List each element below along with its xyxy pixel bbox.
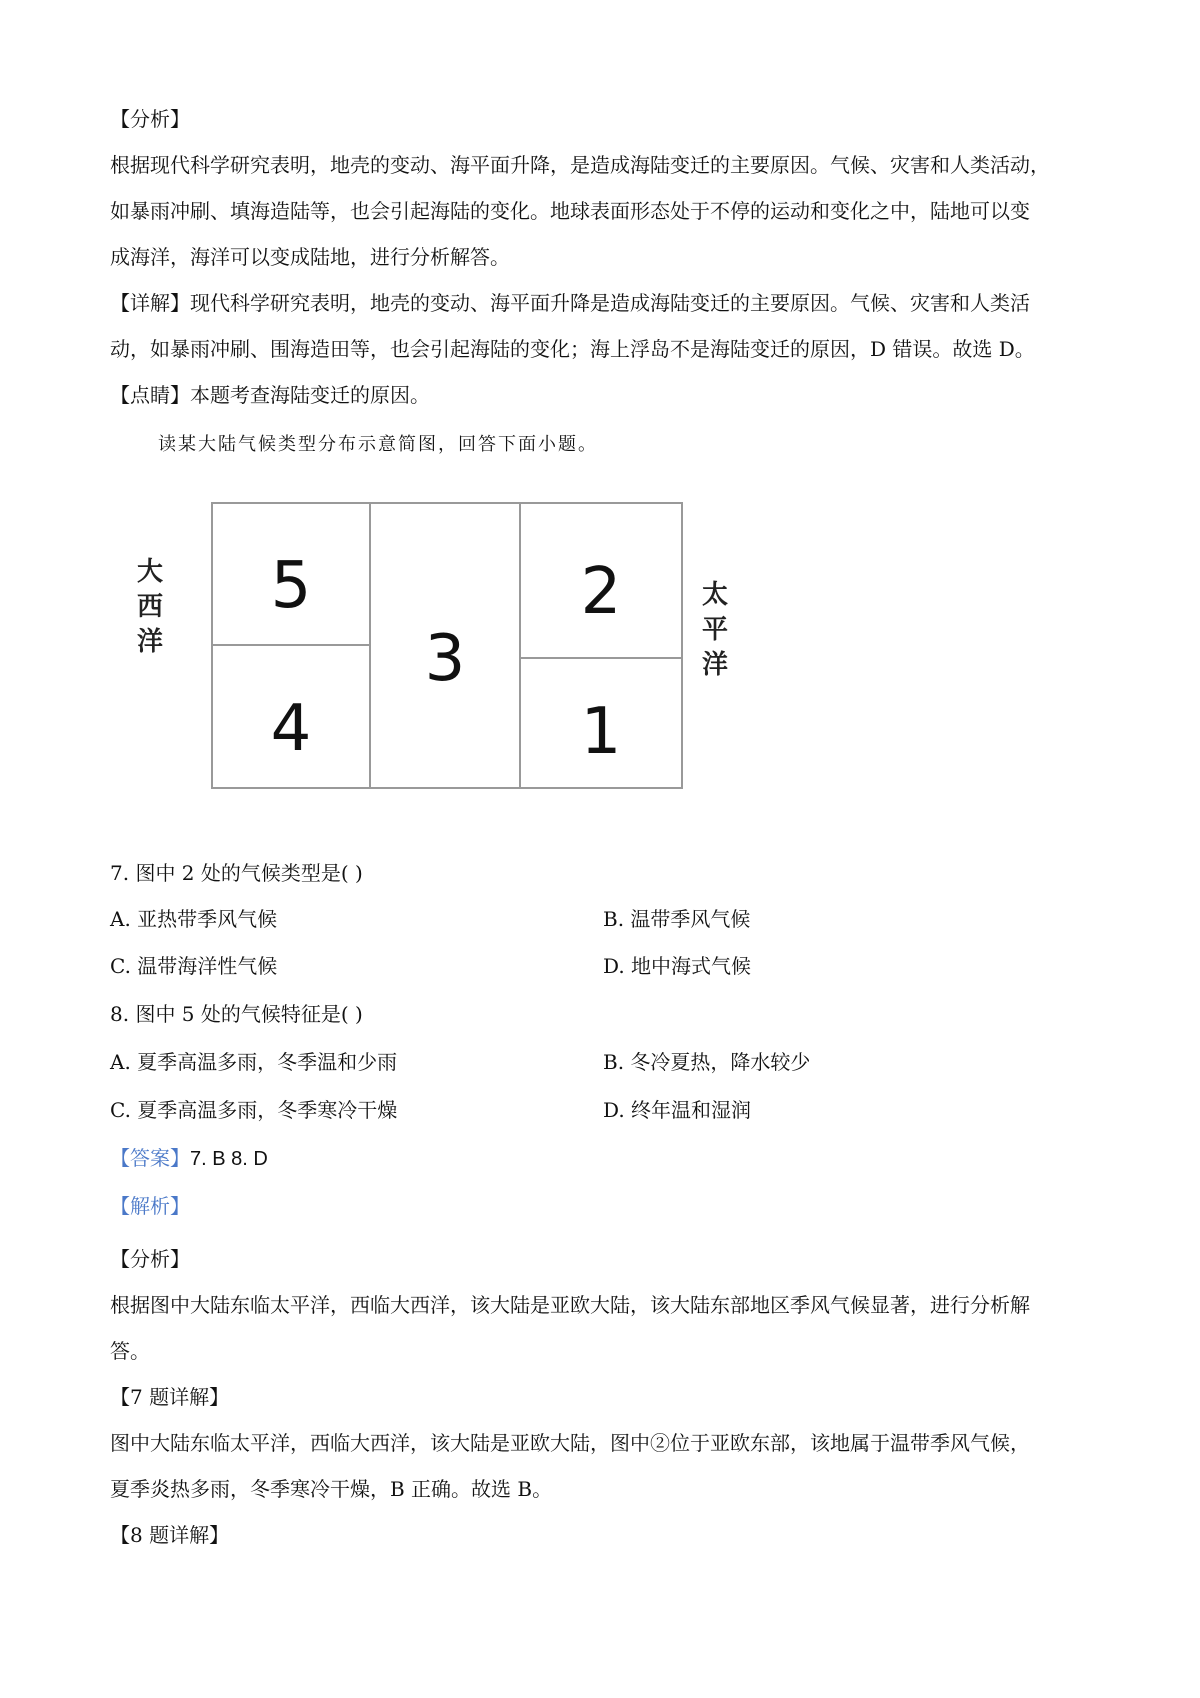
region-5-label: 5 <box>270 549 312 623</box>
region-1-label: 1 <box>580 695 622 769</box>
figure-intro: 读某大陆气候类型分布示意简图，回答下面小题。 <box>158 434 598 455</box>
analysis-line: 根据现代科学研究表明，地壳的变动、海平面升降，是造成海陆变迁的主要原因。气候、灾害和人类活动， <box>110 153 1050 177</box>
answer-line <box>110 1142 268 1171</box>
answer-label: 【答案】 <box>110 1146 190 1170</box>
section2 <box>110 1236 1100 1558</box>
atlantic-char: 洋 <box>136 627 164 657</box>
analysis-line: 如暴雨冲刷、填海造陆等，也会引起海陆的变化。地球表面形态处于不停的运动和变化之中，陆地可以变 <box>110 199 1030 223</box>
atlantic-char: 大 <box>136 557 164 587</box>
analysis-line: 成海洋，海洋可以变成陆地，进行分析解答。 <box>110 245 510 269</box>
detail-line: 【详解】现代科学研究表明，地壳的变动、海平面升降是造成海陆变迁的主要原因。气候、灾害和人类活 <box>110 291 1030 315</box>
analysis-header: 【分析】 <box>110 1247 190 1271</box>
comment-line: 【点睛】本题考查海陆变迁的原因。 <box>110 383 430 407</box>
section1 <box>110 96 1100 418</box>
analysis-line: 答。 <box>110 1339 150 1363</box>
question-7-stem: 7. 图中 2 处的气候类型是( ) <box>110 861 363 885</box>
analysis-header: 【分析】 <box>110 107 190 131</box>
q8-detail-header: 【8 题详解】 <box>110 1523 230 1547</box>
analysis-line: 根据图中大陆东临太平洋，西临大西洋，该大陆是亚欧大陆，该大陆东部地区季风气候显著，进行分析解 <box>110 1293 1030 1317</box>
pacific-char: 洋 <box>701 650 729 680</box>
region-2-label: 2 <box>580 555 622 629</box>
detail-line: 动，如暴雨冲刷、围海造田等，也会引起海陆的变化；海上浮岛不是海陆变迁的原因，D 错误。故选 D。 <box>110 337 1035 361</box>
q7-option-b: B. 温带季风气候 <box>603 907 751 931</box>
region-4-label: 4 <box>270 692 312 766</box>
q7-detail-line: 图中大陆东临太平洋，西临大西洋，该大陆是亚欧大陆，图中②位于亚欧东部，该地属于温带季风气候， <box>110 1431 1030 1455</box>
q7-option-c: C. 温带海洋性气候 <box>110 954 278 978</box>
atlantic-char: 西 <box>136 592 164 622</box>
climate-map-figure <box>120 495 740 825</box>
q8-option-b: B. 冬冷夏热，降水较少 <box>603 1050 811 1074</box>
q7-option-d: D. 地中海式气候 <box>603 954 752 978</box>
q8-option-c: C. 夏季高温多雨，冬季寒冷干燥 <box>110 1098 398 1122</box>
pacific-char: 太 <box>701 580 729 610</box>
q7-option-a: A. 亚热带季风气候 <box>110 907 278 931</box>
q7-detail-line: 夏季炎热多雨，冬季寒冷干燥，B 正确。故选 B。 <box>110 1477 553 1501</box>
question-8-stem: 8. 图中 5 处的气候特征是( ) <box>110 1002 363 1026</box>
q7-detail-header: 【7 题详解】 <box>110 1385 230 1409</box>
answer-value: 7. B 8. D <box>190 1148 268 1170</box>
explain-label: 【解析】 <box>110 1194 190 1218</box>
region-3-label: 3 <box>424 622 466 696</box>
q8-option-d: D. 终年温和湿润 <box>603 1098 752 1122</box>
q8-option-a: A. 夏季高温多雨，冬季温和少雨 <box>110 1050 398 1074</box>
pacific-char: 平 <box>701 615 729 645</box>
